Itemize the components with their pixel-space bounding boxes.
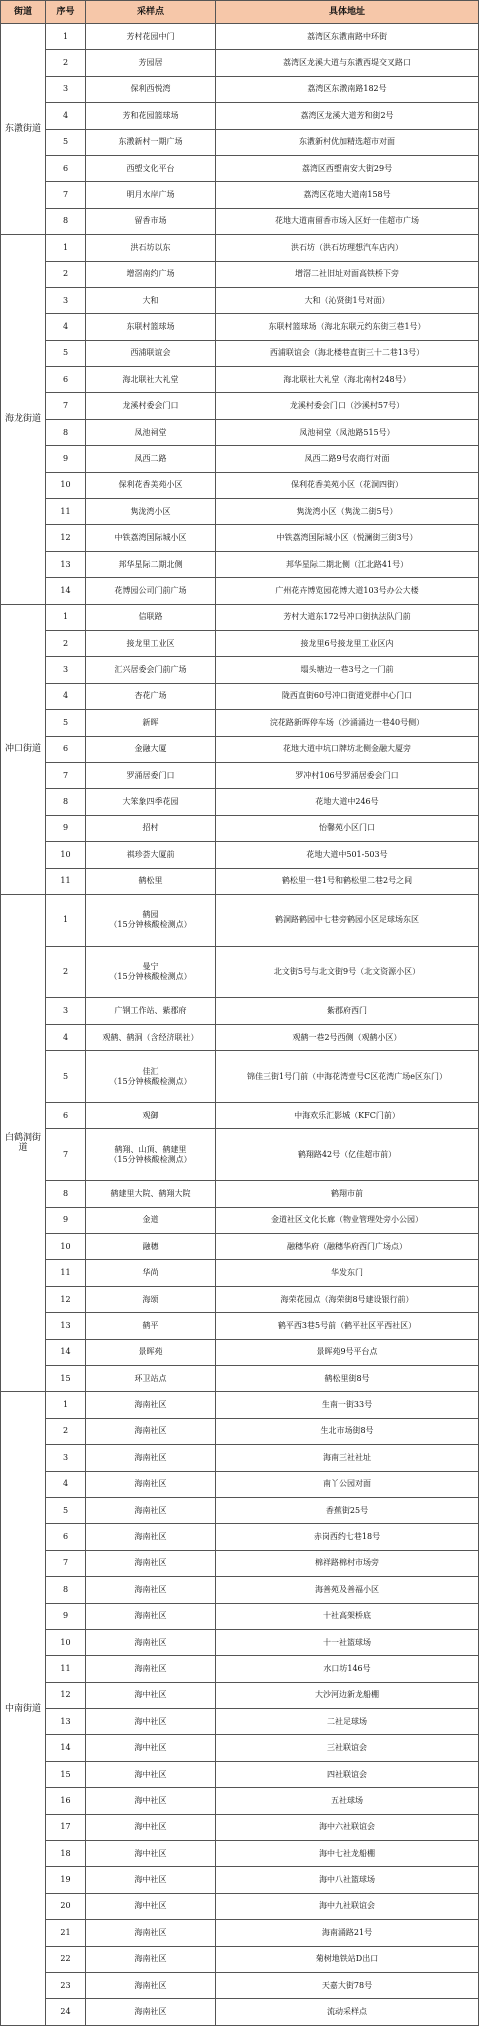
site-name: 观鹤、鹤洞（含经济联社）	[86, 1024, 216, 1050]
site-address: 香蕉街25号	[216, 1497, 479, 1523]
site-name: 海南社区	[86, 1656, 216, 1682]
site-address: 景晖苑9号平台点	[216, 1339, 479, 1365]
site-name: 海南社区	[86, 1946, 216, 1972]
site-address: 十社高架桥底	[216, 1603, 479, 1629]
site-address: 流动采样点	[216, 1999, 479, 2025]
table-row	[1, 1682, 479, 1708]
row-number: 5	[46, 710, 86, 736]
row-number: 4	[46, 1471, 86, 1497]
site-name: 金道	[86, 1207, 216, 1233]
table-row	[1, 499, 479, 525]
row-number: 16	[46, 1788, 86, 1814]
site-address: 荔湾区龙溪大道芳和街2号	[216, 103, 479, 129]
site-name: 罗涌居委门口	[86, 762, 216, 788]
row-number: 11	[46, 1260, 86, 1286]
row-number: 6	[46, 1524, 86, 1550]
site-address: 荔湾区东漖南路中环街	[216, 24, 479, 50]
site-address: 增滘二社旧址对面高铁桥下旁	[216, 261, 479, 287]
site-address: 大沙河边新龙船棚	[216, 1682, 479, 1708]
row-number: 24	[46, 1999, 86, 2025]
site-address: 西浦联谊会（海北楼巷直街三十二巷13号）	[216, 340, 479, 366]
table-row	[1, 182, 479, 208]
table-row	[1, 1867, 479, 1893]
table-row	[1, 946, 479, 998]
table-row	[1, 24, 479, 50]
site-address: 金道社区文化长廊（物业管理处旁小公园）	[216, 1207, 479, 1233]
table-row	[1, 1445, 479, 1471]
row-number: 3	[46, 76, 86, 102]
row-number: 15	[46, 1365, 86, 1391]
site-name: 海颂	[86, 1286, 216, 1312]
site-address: 东漖新村优加精选超市对面	[216, 129, 479, 155]
site-address: 荔湾区东漖南路182号	[216, 76, 479, 102]
street-cell: 东漖街道	[1, 24, 46, 235]
table-row	[1, 446, 479, 472]
row-number: 3	[46, 287, 86, 313]
row-number: 3	[46, 657, 86, 683]
table-row	[1, 710, 479, 736]
site-name: 曼宁 （15分钟核酸检测点）	[86, 946, 216, 998]
site-name: 中铁荔湾国际城小区	[86, 525, 216, 551]
site-address: 东联村篮球场（海北东联元约东街三巷1号）	[216, 314, 479, 340]
row-number: 2	[46, 50, 86, 76]
site-address: 洪石坊（洪石坊理想汽车店内）	[216, 235, 479, 261]
site-address: 罗冲村106号罗涌居委会门口	[216, 762, 479, 788]
table-row	[1, 842, 479, 868]
row-number: 10	[46, 842, 86, 868]
row-number: 17	[46, 1814, 86, 1840]
site-name: 海中社区	[86, 1788, 216, 1814]
row-number: 1	[46, 604, 86, 630]
row-number: 11	[46, 1656, 86, 1682]
row-number: 5	[46, 340, 86, 366]
table-row	[1, 1313, 479, 1339]
site-address: 海荣花园点（海荣街8号建设银行前）	[216, 1286, 479, 1312]
header-street: 街道	[1, 1, 46, 24]
site-address: 鹤翔市前	[216, 1181, 479, 1207]
table-row	[1, 367, 479, 393]
table-row	[1, 261, 479, 287]
site-name: 海南社区	[86, 1471, 216, 1497]
site-name: 芳村花园中门	[86, 24, 216, 50]
site-name: 融穗	[86, 1234, 216, 1260]
site-name: 海中社区	[86, 1867, 216, 1893]
site-name: 海南社区	[86, 1999, 216, 2025]
table-row	[1, 1471, 479, 1497]
site-address: 陇西直街60号冲口街道党群中心门口	[216, 683, 479, 709]
row-number: 12	[46, 1286, 86, 1312]
site-address: 荔湾区西塱南安大街29号	[216, 155, 479, 181]
table-row	[1, 1999, 479, 2025]
site-name: 大和	[86, 287, 216, 313]
site-address: 荔湾区花地大道南158号	[216, 182, 479, 208]
table-row	[1, 1103, 479, 1129]
table-row	[1, 525, 479, 551]
site-name: 金融大厦	[86, 736, 216, 762]
site-address: 紫郡府西门	[216, 998, 479, 1024]
site-address: 华发东门	[216, 1260, 479, 1286]
site-name: 鹤松里	[86, 868, 216, 894]
site-address: 大和（沁贤街1号对面）	[216, 287, 479, 313]
row-number: 10	[46, 1234, 86, 1260]
site-name: 海南社区	[86, 1445, 216, 1471]
site-name: 海中社区	[86, 1814, 216, 1840]
row-number: 8	[46, 208, 86, 234]
site-address: 海南三社社址	[216, 1445, 479, 1471]
site-name: 杏花广场	[86, 683, 216, 709]
site-address: 中铁荔湾国际城小区（悦澜街三街3号）	[216, 525, 479, 551]
table-row	[1, 1709, 479, 1735]
row-number: 2	[46, 630, 86, 656]
table-row	[1, 419, 479, 445]
row-number: 7	[46, 393, 86, 419]
site-name: 海南社区	[86, 1920, 216, 1946]
row-number: 14	[46, 1735, 86, 1761]
row-number: 2	[46, 1418, 86, 1444]
site-name: 海中社区	[86, 1841, 216, 1867]
row-number: 21	[46, 1920, 86, 1946]
site-name: 留香市场	[86, 208, 216, 234]
row-number: 20	[46, 1893, 86, 1919]
site-name: 西浦联谊会	[86, 340, 216, 366]
site-address: 邦华星际二期北侧（江北路41号）	[216, 551, 479, 577]
row-number: 2	[46, 261, 86, 287]
table-row	[1, 998, 479, 1024]
site-address: 鹤平西3巷5号前（鹤平社区平西社区）	[216, 1313, 479, 1339]
table-row	[1, 1577, 479, 1603]
row-number: 9	[46, 1207, 86, 1233]
row-number: 4	[46, 103, 86, 129]
site-name: 鹤建里大院、鹤翔大院	[86, 1181, 216, 1207]
row-number: 15	[46, 1761, 86, 1787]
site-name: 海中社区	[86, 1735, 216, 1761]
site-address: 浣花路新晖停车场（沙涌涌边一巷40号侧）	[216, 710, 479, 736]
site-name: 凤西二路	[86, 446, 216, 472]
table-row	[1, 235, 479, 261]
table-row	[1, 1129, 479, 1181]
table-row	[1, 1550, 479, 1576]
site-address: 南丫公园对面	[216, 1471, 479, 1497]
table-row	[1, 1946, 479, 1972]
row-number: 7	[46, 762, 86, 788]
table-row	[1, 287, 479, 313]
site-name: 环卫站点	[86, 1365, 216, 1391]
table-row	[1, 657, 479, 683]
site-address: 保利花香美苑小区（花洞四街）	[216, 472, 479, 498]
table-row	[1, 1339, 479, 1365]
row-number: 11	[46, 868, 86, 894]
row-number: 19	[46, 1867, 86, 1893]
row-number: 12	[46, 1682, 86, 1708]
table-row	[1, 604, 479, 630]
table-row	[1, 894, 479, 946]
site-name: 保利西悦湾	[86, 76, 216, 102]
table-row	[1, 868, 479, 894]
site-address: 海中六社联谊会	[216, 1814, 479, 1840]
table-row	[1, 1524, 479, 1550]
table-row	[1, 1735, 479, 1761]
site-address: 鹤松里街8号	[216, 1365, 479, 1391]
row-number: 6	[46, 155, 86, 181]
site-name: 鹤园 （15分钟核酸检测点）	[86, 894, 216, 946]
table-row	[1, 578, 479, 604]
row-number: 12	[46, 525, 86, 551]
site-address: 海中七社龙船棚	[216, 1841, 479, 1867]
site-address: 锦佳三街1号门前（中海花湾壹号C区花湾广场e区东门）	[216, 1051, 479, 1103]
site-address: 生北市场街8号	[216, 1418, 479, 1444]
table-row	[1, 762, 479, 788]
table-row	[1, 1788, 479, 1814]
table-row	[1, 1656, 479, 1682]
street-cell: 白鹤洞街道	[1, 894, 46, 1391]
row-number: 4	[46, 1024, 86, 1050]
site-name: 观御	[86, 1103, 216, 1129]
row-number: 13	[46, 1313, 86, 1339]
site-address: 鹤松里一巷1号和鹤松里二巷2号之间	[216, 868, 479, 894]
row-number: 1	[46, 894, 86, 946]
site-name: 海中社区	[86, 1761, 216, 1787]
site-name: 海南社区	[86, 1629, 216, 1655]
site-name: 海南社区	[86, 1550, 216, 1576]
site-name: 龙溪村委会门口	[86, 393, 216, 419]
table-row	[1, 1365, 479, 1391]
site-address: 三社联谊会	[216, 1735, 479, 1761]
site-address: 花地大道中坑口牌坊北侧金融大厦旁	[216, 736, 479, 762]
row-number: 7	[46, 1550, 86, 1576]
site-address: 二社足球场	[216, 1709, 479, 1735]
site-name: 大笨象四季花园	[86, 789, 216, 815]
row-number: 7	[46, 1129, 86, 1181]
site-name: 新晖	[86, 710, 216, 736]
site-address: 海南涌路21号	[216, 1920, 479, 1946]
table-row	[1, 1497, 479, 1523]
row-number: 23	[46, 1972, 86, 1998]
row-number: 3	[46, 998, 86, 1024]
site-address: 芳村大道东172号冲口街执法队门前	[216, 604, 479, 630]
table-row	[1, 1286, 479, 1312]
header-site: 采样点	[86, 1, 216, 24]
row-number: 3	[46, 1445, 86, 1471]
row-number: 14	[46, 1339, 86, 1365]
row-number: 18	[46, 1841, 86, 1867]
row-number: 14	[46, 578, 86, 604]
row-number: 2	[46, 946, 86, 998]
table-row	[1, 129, 479, 155]
site-name: 芳园居	[86, 50, 216, 76]
street-cell: 冲口街道	[1, 604, 46, 894]
row-number: 9	[46, 1603, 86, 1629]
site-name: 洪石坊以东	[86, 235, 216, 261]
table-row	[1, 1841, 479, 1867]
row-number: 13	[46, 1709, 86, 1735]
site-address: 棉祥路棉村市场旁	[216, 1550, 479, 1576]
site-name: 接龙里工业区	[86, 630, 216, 656]
table-row	[1, 1629, 479, 1655]
table-row	[1, 551, 479, 577]
site-name: 海北联社大礼堂	[86, 367, 216, 393]
site-address: 中海欢乐汇影城（KFC门前）	[216, 1103, 479, 1129]
site-name: 凤池祠堂	[86, 419, 216, 445]
row-number: 6	[46, 367, 86, 393]
table-row	[1, 1603, 479, 1629]
table-row	[1, 1207, 479, 1233]
street-cell: 海龙街道	[1, 235, 46, 604]
site-address: 花地大道中246号	[216, 789, 479, 815]
site-address: 生南一街33号	[216, 1392, 479, 1418]
row-number: 10	[46, 1629, 86, 1655]
table-row	[1, 815, 479, 841]
row-number: 10	[46, 472, 86, 498]
site-name: 景晖苑	[86, 1339, 216, 1365]
table-row	[1, 630, 479, 656]
site-address: 海北联社大礼堂（海北南村248号）	[216, 367, 479, 393]
site-address: 怡馨苑小区门口	[216, 815, 479, 841]
table-row	[1, 76, 479, 102]
table-row	[1, 1418, 479, 1444]
site-address: 海中九社联谊会	[216, 1893, 479, 1919]
header-address: 具体地址	[216, 1, 479, 24]
table-row	[1, 314, 479, 340]
row-number: 9	[46, 815, 86, 841]
table-row	[1, 1260, 479, 1286]
site-address: 菊树地铁站D出口	[216, 1946, 479, 1972]
site-name: 海南社区	[86, 1972, 216, 1998]
table-row	[1, 340, 479, 366]
row-number: 5	[46, 1497, 86, 1523]
site-name: 信联路	[86, 604, 216, 630]
table-row	[1, 1972, 479, 1998]
row-number: 1	[46, 1392, 86, 1418]
site-address: 水口坊146号	[216, 1656, 479, 1682]
site-address: 赤岗西约七巷18号	[216, 1524, 479, 1550]
site-address: 凤池祠堂（凤池路515号）	[216, 419, 479, 445]
site-name: 广钢工作站、紫郡府	[86, 998, 216, 1024]
row-number: 4	[46, 314, 86, 340]
street-cell: 中南街道	[1, 1392, 46, 2025]
site-name: 海南社区	[86, 1524, 216, 1550]
site-address: 花地大道南留香市场入区好一佳超市广场	[216, 208, 479, 234]
row-number: 5	[46, 129, 86, 155]
site-name: 祺珍荟大厦前	[86, 842, 216, 868]
site-address: 花地大道中501-503号	[216, 842, 479, 868]
table-row	[1, 789, 479, 815]
site-name: 西塱文化平台	[86, 155, 216, 181]
site-address: 五社球场	[216, 1788, 479, 1814]
row-number: 1	[46, 24, 86, 50]
site-name: 邦华星际二期北侧	[86, 551, 216, 577]
table-row	[1, 1024, 479, 1050]
site-name: 东联村篮球场	[86, 314, 216, 340]
site-address: 广州花卉博览园花博大道103号办公大楼	[216, 578, 479, 604]
table-row	[1, 1181, 479, 1207]
site-address: 融穗华府（融穗华府西门广场点）	[216, 1234, 479, 1260]
site-name: 东漖新村一期广场	[86, 129, 216, 155]
site-address: 龙溪村委会门口（沙溪村57号）	[216, 393, 479, 419]
site-name: 芳和花园篮球场	[86, 103, 216, 129]
row-number: 8	[46, 789, 86, 815]
site-name: 鹤平	[86, 1313, 216, 1339]
site-address: 十一社篮球场	[216, 1629, 479, 1655]
table-row	[1, 1392, 479, 1418]
table-row	[1, 1893, 479, 1919]
row-number: 8	[46, 419, 86, 445]
row-number: 8	[46, 1577, 86, 1603]
site-name: 花博园公司门前广场	[86, 578, 216, 604]
row-number: 8	[46, 1181, 86, 1207]
row-number: 5	[46, 1051, 86, 1103]
site-name: 华尚	[86, 1260, 216, 1286]
row-number: 7	[46, 182, 86, 208]
row-number: 4	[46, 683, 86, 709]
site-address: 观鹤一巷2号西侧（观鹤小区）	[216, 1024, 479, 1050]
site-name: 增滘南约广场	[86, 261, 216, 287]
site-address: 鹤翔路42号（亿佳超市前）	[216, 1129, 479, 1181]
site-address: 鹤洞路鹤园中七巷旁鹤园小区足球场东区	[216, 894, 479, 946]
site-address: 北文街5号与北文街9号（北文资源小区）	[216, 946, 479, 998]
site-name: 海南社区	[86, 1497, 216, 1523]
site-name: 海南社区	[86, 1603, 216, 1629]
row-number: 22	[46, 1946, 86, 1972]
site-address: 凤西二路9号农商行对面	[216, 446, 479, 472]
header-no: 序号	[46, 1, 86, 24]
table-row	[1, 1761, 479, 1787]
site-address: 接龙里6号接龙里工业区内	[216, 630, 479, 656]
row-number: 6	[46, 736, 86, 762]
table-row	[1, 103, 479, 129]
site-name: 汇兴居委会门前广场	[86, 657, 216, 683]
table-row	[1, 736, 479, 762]
table-row	[1, 1234, 479, 1260]
table-row	[1, 50, 479, 76]
table-row	[1, 1051, 479, 1103]
row-number: 13	[46, 551, 86, 577]
site-name: 海南社区	[86, 1392, 216, 1418]
site-address: 四社联谊会	[216, 1761, 479, 1787]
table-row	[1, 1814, 479, 1840]
table-row	[1, 393, 479, 419]
row-number: 9	[46, 446, 86, 472]
site-address: 塌头塘边一巷3号之一门前	[216, 657, 479, 683]
site-name: 海中社区	[86, 1709, 216, 1735]
site-name: 佳汇 （15分钟核酸检测点）	[86, 1051, 216, 1103]
table-row	[1, 208, 479, 234]
site-name: 海南社区	[86, 1418, 216, 1444]
site-name: 鹤翔、山頂、鹤建里 （15分钟核酸检测点）	[86, 1129, 216, 1181]
site-address: 隽泷湾小区（隽泷二街5号）	[216, 499, 479, 525]
site-name: 保利花香美苑小区	[86, 472, 216, 498]
site-name: 海中社区	[86, 1682, 216, 1708]
row-number: 1	[46, 235, 86, 261]
site-name: 明月水岸广场	[86, 182, 216, 208]
table-row	[1, 155, 479, 181]
table-row	[1, 472, 479, 498]
row-number: 11	[46, 499, 86, 525]
header-row	[1, 1, 479, 24]
table-row	[1, 683, 479, 709]
site-address: 天嘉大街78号	[216, 1972, 479, 1998]
site-address: 海中八社篮球场	[216, 1867, 479, 1893]
site-name: 海中社区	[86, 1893, 216, 1919]
site-name: 招村	[86, 815, 216, 841]
site-name: 海南社区	[86, 1577, 216, 1603]
row-number: 6	[46, 1103, 86, 1129]
site-name: 隽泷湾小区	[86, 499, 216, 525]
site-address: 海善苑及善福小区	[216, 1577, 479, 1603]
site-address: 荔湾区龙溪大道与东漖西堤交叉路口	[216, 50, 479, 76]
table-row	[1, 1920, 479, 1946]
